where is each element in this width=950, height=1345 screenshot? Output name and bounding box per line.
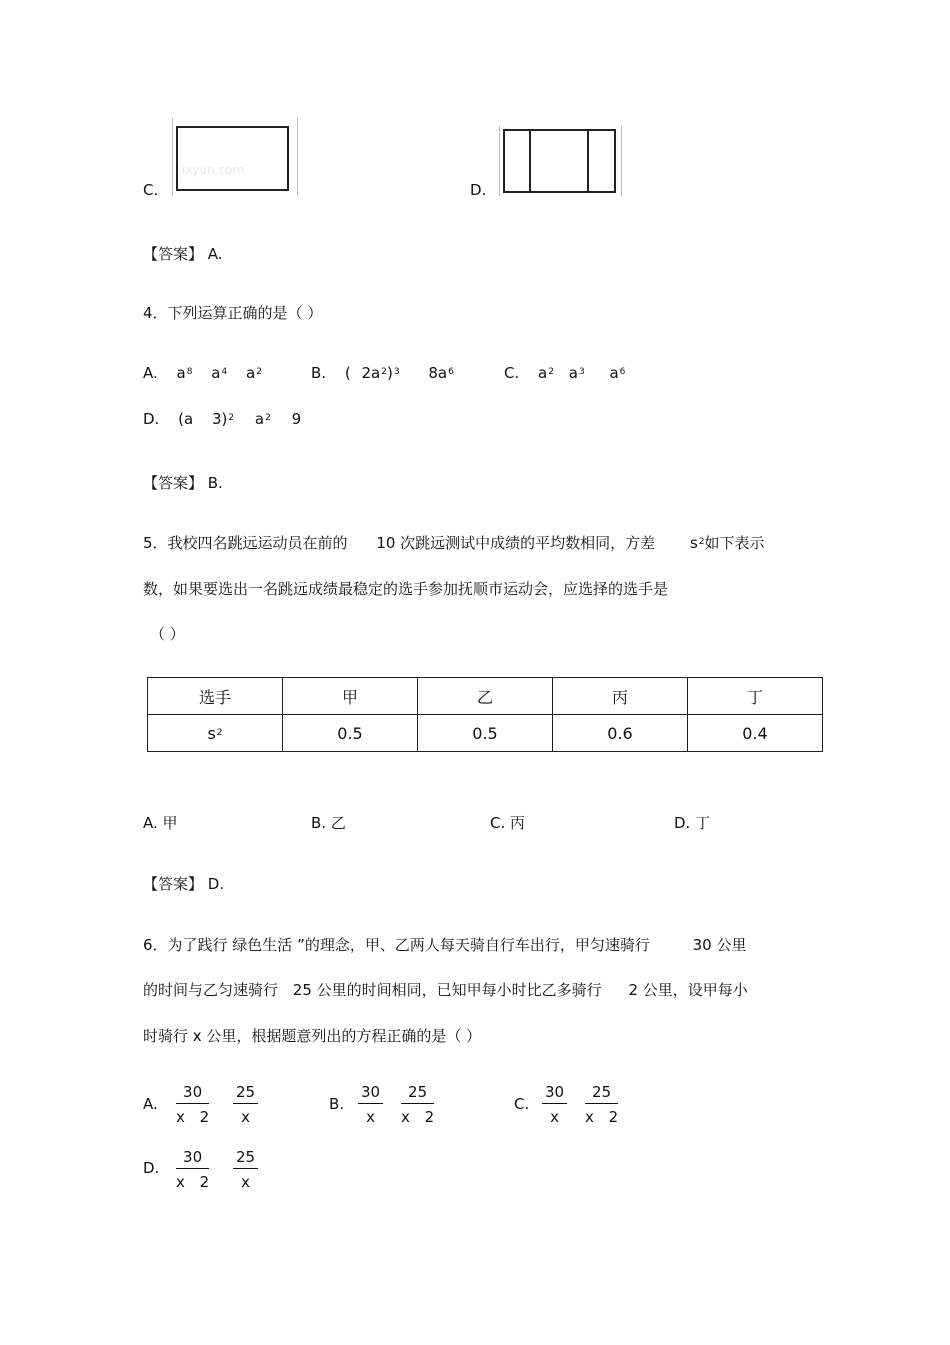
q4-a-label: A. xyxy=(143,364,158,382)
q4-c-label: C. xyxy=(504,364,520,382)
watermark: ixyun.com xyxy=(182,163,245,177)
table-header-cell: 丙 xyxy=(553,678,688,715)
q6-c-label: C. xyxy=(514,1095,530,1113)
q6-a-fraction-right: $\frac{25}{x}$ xyxy=(233,1083,258,1126)
q6-b-label: B. xyxy=(329,1095,345,1113)
q4-stem: 4．下列运算正确的是（ ） xyxy=(143,304,323,322)
q5-option-b: B. 乙 xyxy=(311,814,346,832)
table-row-label: $s^2$ xyxy=(148,715,283,752)
figure-d-border-left xyxy=(499,126,500,196)
table-header-cell: 选手 xyxy=(148,678,283,715)
q6-a-fraction-left: $\frac{30}{x 2}$ xyxy=(176,1083,210,1126)
q6-c-fraction-right: $\frac{25}{x 2}$ xyxy=(585,1083,619,1126)
q6-b-fraction-left: $\frac{30}{x}$ xyxy=(358,1083,383,1126)
q5-option-c: C. 丙 xyxy=(490,814,526,832)
figure-c-rectangle xyxy=(176,126,289,191)
q5-option-a: A. 甲 xyxy=(143,814,178,832)
figure-d-divider-right xyxy=(587,129,589,193)
table-header-row xyxy=(148,678,823,715)
q4-option-d: D. (a 3)$^2$ $a^2$ 9 xyxy=(143,410,302,428)
q6-d-fraction-right: $\frac{25}{x}$ xyxy=(233,1148,258,1191)
q4-b-label: B. xyxy=(311,364,327,382)
q6-stem-line1: 6．为了践行 绿色生活 ”的理念，甲、乙两人每天骑自行车出行，甲匀速骑行 30 公里 xyxy=(143,936,747,954)
figure-d-divider-left xyxy=(529,129,531,193)
table-cell: 0.5 xyxy=(283,715,418,752)
q6-d-label: D. xyxy=(143,1159,160,1177)
q5-option-d: D. 丁 xyxy=(674,814,711,832)
option-c-label: C. xyxy=(143,181,159,199)
q4-answer: 【答案】 B. xyxy=(143,474,223,492)
q3-answer: 【答案】 A. xyxy=(143,245,223,263)
figure-c-border-right xyxy=(297,118,298,196)
q6-d-fraction-left: $\frac{30}{x 2}$ xyxy=(176,1148,210,1191)
table-header-cell: 丁 xyxy=(688,678,823,715)
q5-stem-line1: 5．我校四名跳远运动员在前的 10 次跳远测试中成绩的平均数相同，方差 $s^2$如下表示 xyxy=(143,534,765,552)
figure-d-border-right xyxy=(621,126,622,196)
figure-d-rectangle xyxy=(503,129,616,193)
table-header-cell: 甲 xyxy=(283,678,418,715)
table-cell: 0.6 xyxy=(553,715,688,752)
q6-b-fraction-right: $\frac{25}{x 2}$ xyxy=(401,1083,435,1126)
table-header-cell: 乙 xyxy=(418,678,553,715)
q4-option-b: B. ( $2a^2)^3$ $8a^6$ xyxy=(311,364,454,382)
q6-c-fraction-left: $\frac{30}{x}$ xyxy=(542,1083,567,1126)
figure-c-border-left xyxy=(172,118,173,196)
q5-stem-line3: （ ） xyxy=(150,625,185,643)
variance-table xyxy=(147,677,823,752)
q4-option-c: C. $a^2$ $a^3$ $a^6$ xyxy=(504,364,626,382)
table-row xyxy=(148,715,823,752)
q5-answer: 【答案】 D. xyxy=(143,875,225,893)
q6-stem-line2: 的时间与乙匀速骑行 25 公里的时间相同，已知甲每小时比乙多骑行 2 公里，设甲每小 xyxy=(143,981,748,999)
q4-d-label: D. xyxy=(143,410,160,428)
q4-option-a: A. $a^8$ $a^4$ $a^2$ xyxy=(143,364,262,382)
table-cell: 0.4 xyxy=(688,715,823,752)
table-cell: 0.5 xyxy=(418,715,553,752)
q6-a-label: A. xyxy=(143,1095,158,1113)
q6-stem-line3: 时骑行 x 公里，根据题意列出的方程正确的是（ ） xyxy=(143,1027,482,1045)
option-d-label: D. xyxy=(470,181,487,199)
q5-stem-line2: 数，如果要选出一名跳远成绩最稳定的选手参加抚顺市运动会，应选择的选手是 xyxy=(143,580,669,598)
